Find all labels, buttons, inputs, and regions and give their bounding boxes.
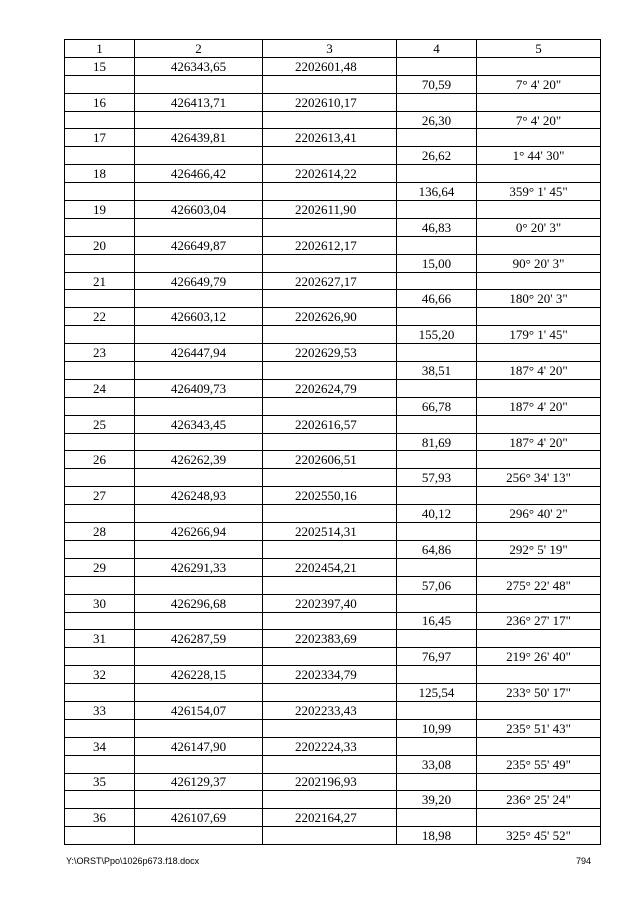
x-coordinate-cell: 426466,42: [135, 165, 263, 183]
table-row: [65, 183, 601, 201]
x-coordinate-cell: [135, 362, 263, 380]
point-number-cell: 29: [65, 558, 135, 576]
point-number-cell: 25: [65, 415, 135, 433]
bearing-cell: [477, 773, 601, 791]
column-header-4: 4: [397, 40, 477, 58]
point-number-cell: 31: [65, 630, 135, 648]
y-coordinate-cell: [263, 755, 397, 773]
table-row: [65, 254, 601, 272]
table-row: [65, 487, 601, 505]
column-header-2: 2: [135, 40, 263, 58]
x-coordinate-cell: [135, 505, 263, 523]
point-number-cell: [65, 218, 135, 236]
point-number-cell: 21: [65, 272, 135, 290]
point-number-cell: [65, 362, 135, 380]
x-coordinate-cell: [135, 827, 263, 845]
x-coordinate-cell: 426603,04: [135, 201, 263, 219]
table-row: [65, 540, 601, 558]
y-coordinate-cell: 2202614,22: [263, 165, 397, 183]
point-number-cell: [65, 684, 135, 702]
footer-page-number: 794: [576, 856, 592, 866]
distance-cell: 66,78: [397, 397, 477, 415]
bearing-cell: [477, 379, 601, 397]
y-coordinate-cell: [263, 576, 397, 594]
bearing-cell: [477, 201, 601, 219]
x-coordinate-cell: 426262,39: [135, 451, 263, 469]
table-row: [65, 362, 601, 380]
distance-cell: [397, 523, 477, 541]
distance-cell: 76,97: [397, 648, 477, 666]
x-coordinate-cell: 426107,69: [135, 809, 263, 827]
x-coordinate-cell: 426296,68: [135, 594, 263, 612]
table-row: [65, 201, 601, 219]
point-number-cell: [65, 648, 135, 666]
bearing-cell: [477, 487, 601, 505]
table-row: [65, 75, 601, 93]
x-coordinate-cell: [135, 254, 263, 272]
table-row: [65, 755, 601, 773]
y-coordinate-cell: 2202334,79: [263, 666, 397, 684]
x-coordinate-cell: 426291,33: [135, 558, 263, 576]
distance-cell: [397, 487, 477, 505]
x-coordinate-cell: [135, 469, 263, 487]
column-header-3: 3: [263, 40, 397, 58]
y-coordinate-cell: [263, 540, 397, 558]
bearing-cell: 235° 55' 49": [477, 755, 601, 773]
y-coordinate-cell: 2202601,48: [263, 57, 397, 75]
bearing-cell: 359° 1' 45": [477, 183, 601, 201]
point-number-cell: [65, 433, 135, 451]
table-row: [65, 666, 601, 684]
table-row: [65, 93, 601, 111]
point-number-cell: 15: [65, 57, 135, 75]
bearing-cell: [477, 666, 601, 684]
point-number-cell: 23: [65, 344, 135, 362]
table-row: [65, 684, 601, 702]
point-number-cell: [65, 254, 135, 272]
table-row: [65, 469, 601, 487]
point-number-cell: 32: [65, 666, 135, 684]
table-row: [65, 576, 601, 594]
y-coordinate-cell: [263, 254, 397, 272]
y-coordinate-cell: 2202611,90: [263, 201, 397, 219]
bearing-cell: [477, 630, 601, 648]
table-row: [65, 290, 601, 308]
distance-cell: 16,45: [397, 612, 477, 630]
bearing-cell: [477, 594, 601, 612]
bearing-cell: 235° 51' 43": [477, 719, 601, 737]
bearing-cell: 256° 34' 13": [477, 469, 601, 487]
y-coordinate-cell: 2202233,43: [263, 701, 397, 719]
table-row: [65, 308, 601, 326]
y-coordinate-cell: 2202627,17: [263, 272, 397, 290]
bearing-cell: 179° 1' 45": [477, 326, 601, 344]
distance-cell: [397, 701, 477, 719]
bearing-cell: 7° 4' 20": [477, 111, 601, 129]
x-coordinate-cell: [135, 612, 263, 630]
distance-cell: 18,98: [397, 827, 477, 845]
x-coordinate-cell: 426228,15: [135, 666, 263, 684]
x-coordinate-cell: 426409,73: [135, 379, 263, 397]
x-coordinate-cell: [135, 290, 263, 308]
bearing-cell: 236° 27' 17": [477, 612, 601, 630]
point-number-cell: 36: [65, 809, 135, 827]
table-row: [65, 272, 601, 290]
table-body: [65, 57, 601, 844]
bearing-cell: [477, 57, 601, 75]
distance-cell: [397, 308, 477, 326]
table-row: [65, 630, 601, 648]
x-coordinate-cell: 426248,93: [135, 487, 263, 505]
point-number-cell: 27: [65, 487, 135, 505]
x-coordinate-cell: 426439,81: [135, 129, 263, 147]
point-number-cell: [65, 755, 135, 773]
bearing-cell: 90° 20' 3": [477, 254, 601, 272]
table-row: [65, 129, 601, 147]
point-number-cell: 19: [65, 201, 135, 219]
y-coordinate-cell: [263, 719, 397, 737]
y-coordinate-cell: [263, 648, 397, 666]
point-number-cell: 33: [65, 701, 135, 719]
point-number-cell: 35: [65, 773, 135, 791]
point-number-cell: 16: [65, 93, 135, 111]
distance-cell: [397, 630, 477, 648]
y-coordinate-cell: 2202550,16: [263, 487, 397, 505]
distance-cell: [397, 272, 477, 290]
y-coordinate-cell: [263, 827, 397, 845]
table-row: [65, 523, 601, 541]
coordinates-table: [64, 39, 601, 845]
table-row: [65, 594, 601, 612]
x-coordinate-cell: [135, 397, 263, 415]
x-coordinate-cell: [135, 75, 263, 93]
distance-cell: [397, 451, 477, 469]
bearing-cell: 292° 5' 19": [477, 540, 601, 558]
bearing-cell: [477, 344, 601, 362]
table-row: [65, 701, 601, 719]
bearing-cell: 187° 4' 20": [477, 397, 601, 415]
bearing-cell: 7° 4' 20": [477, 75, 601, 93]
bearing-cell: 275° 22' 48": [477, 576, 601, 594]
bearing-cell: 180° 20' 3": [477, 290, 601, 308]
distance-cell: 46,66: [397, 290, 477, 308]
distance-cell: 57,93: [397, 469, 477, 487]
x-coordinate-cell: [135, 755, 263, 773]
x-coordinate-cell: 426603,12: [135, 308, 263, 326]
bearing-cell: [477, 236, 601, 254]
table-row: [65, 344, 601, 362]
distance-cell: [397, 236, 477, 254]
bearing-cell: [477, 93, 601, 111]
distance-cell: 10,99: [397, 719, 477, 737]
y-coordinate-cell: 2202624,79: [263, 379, 397, 397]
distance-cell: [397, 93, 477, 111]
distance-cell: 46,83: [397, 218, 477, 236]
x-coordinate-cell: [135, 648, 263, 666]
distance-cell: 38,51: [397, 362, 477, 380]
point-number-cell: [65, 111, 135, 129]
point-number-cell: [65, 147, 135, 165]
bearing-cell: [477, 523, 601, 541]
table-row: [65, 433, 601, 451]
bearing-cell: 233° 50' 17": [477, 684, 601, 702]
y-coordinate-cell: 2202626,90: [263, 308, 397, 326]
bearing-cell: [477, 129, 601, 147]
x-coordinate-cell: [135, 111, 263, 129]
distance-cell: 57,06: [397, 576, 477, 594]
table-row: [65, 791, 601, 809]
bearing-cell: 0° 20' 3": [477, 218, 601, 236]
distance-cell: [397, 809, 477, 827]
y-coordinate-cell: [263, 111, 397, 129]
x-coordinate-cell: 426147,90: [135, 737, 263, 755]
y-coordinate-cell: 2202383,69: [263, 630, 397, 648]
distance-cell: [397, 57, 477, 75]
x-coordinate-cell: 426287,59: [135, 630, 263, 648]
table-row: [65, 558, 601, 576]
point-number-cell: [65, 612, 135, 630]
bearing-cell: [477, 165, 601, 183]
distance-cell: 136,64: [397, 183, 477, 201]
y-coordinate-cell: [263, 147, 397, 165]
distance-cell: 81,69: [397, 433, 477, 451]
y-coordinate-cell: [263, 791, 397, 809]
x-coordinate-cell: [135, 433, 263, 451]
distance-cell: [397, 773, 477, 791]
distance-cell: [397, 594, 477, 612]
x-coordinate-cell: 426343,45: [135, 415, 263, 433]
table-row: [65, 326, 601, 344]
distance-cell: 26,30: [397, 111, 477, 129]
bearing-cell: [477, 701, 601, 719]
distance-cell: 64,86: [397, 540, 477, 558]
point-number-cell: [65, 75, 135, 93]
y-coordinate-cell: 2202224,33: [263, 737, 397, 755]
bearing-cell: [477, 272, 601, 290]
y-coordinate-cell: 2202616,57: [263, 415, 397, 433]
distance-cell: 70,59: [397, 75, 477, 93]
distance-cell: [397, 201, 477, 219]
point-number-cell: [65, 397, 135, 415]
y-coordinate-cell: 2202164,27: [263, 809, 397, 827]
y-coordinate-cell: [263, 75, 397, 93]
point-number-cell: [65, 505, 135, 523]
point-number-cell: 24: [65, 379, 135, 397]
y-coordinate-cell: [263, 290, 397, 308]
distance-cell: [397, 129, 477, 147]
footer-file-path: Y:\ORST\Ppo\1026p673.f18.docx: [66, 856, 200, 866]
table-row: [65, 397, 601, 415]
table-row: [65, 415, 601, 433]
point-number-cell: 22: [65, 308, 135, 326]
x-coordinate-cell: 426649,87: [135, 236, 263, 254]
distance-cell: [397, 344, 477, 362]
distance-cell: [397, 737, 477, 755]
point-number-cell: 30: [65, 594, 135, 612]
bearing-cell: 187° 4' 20": [477, 433, 601, 451]
distance-cell: 40,12: [397, 505, 477, 523]
y-coordinate-cell: 2202613,41: [263, 129, 397, 147]
table-row: [65, 379, 601, 397]
y-coordinate-cell: [263, 397, 397, 415]
x-coordinate-cell: [135, 684, 263, 702]
x-coordinate-cell: [135, 147, 263, 165]
column-header-1: 1: [65, 40, 135, 58]
bearing-cell: [477, 558, 601, 576]
distance-cell: [397, 558, 477, 576]
distance-cell: 15,00: [397, 254, 477, 272]
point-number-cell: 18: [65, 165, 135, 183]
y-coordinate-cell: 2202196,93: [263, 773, 397, 791]
table-row: [65, 57, 601, 75]
table-row: [65, 111, 601, 129]
x-coordinate-cell: [135, 540, 263, 558]
distance-cell: 125,54: [397, 684, 477, 702]
point-number-cell: 20: [65, 236, 135, 254]
bearing-cell: [477, 451, 601, 469]
y-coordinate-cell: 2202514,31: [263, 523, 397, 541]
table-row: [65, 809, 601, 827]
bearing-cell: [477, 415, 601, 433]
x-coordinate-cell: [135, 326, 263, 344]
table-row: [65, 719, 601, 737]
y-coordinate-cell: [263, 433, 397, 451]
distance-cell: [397, 165, 477, 183]
distance-cell: 39,20: [397, 791, 477, 809]
table-row: [65, 165, 601, 183]
bearing-cell: [477, 737, 601, 755]
y-coordinate-cell: [263, 218, 397, 236]
table-row: [65, 612, 601, 630]
y-coordinate-cell: [263, 326, 397, 344]
distance-cell: 26,62: [397, 147, 477, 165]
bearing-cell: 325° 45' 52": [477, 827, 601, 845]
y-coordinate-cell: [263, 612, 397, 630]
y-coordinate-cell: [263, 183, 397, 201]
x-coordinate-cell: [135, 719, 263, 737]
table-row: [65, 827, 601, 845]
x-coordinate-cell: [135, 576, 263, 594]
point-number-cell: 34: [65, 737, 135, 755]
point-number-cell: 28: [65, 523, 135, 541]
point-number-cell: [65, 540, 135, 558]
y-coordinate-cell: 2202629,53: [263, 344, 397, 362]
bearing-cell: 1° 44' 30": [477, 147, 601, 165]
bearing-cell: [477, 809, 601, 827]
bearing-cell: 219° 26' 40": [477, 648, 601, 666]
x-coordinate-cell: 426343,65: [135, 57, 263, 75]
x-coordinate-cell: [135, 791, 263, 809]
table-row: [65, 648, 601, 666]
point-number-cell: [65, 791, 135, 809]
point-number-cell: [65, 576, 135, 594]
x-coordinate-cell: 426129,37: [135, 773, 263, 791]
bearing-cell: 187° 4' 20": [477, 362, 601, 380]
bearing-cell: 296° 40' 2": [477, 505, 601, 523]
distance-cell: [397, 415, 477, 433]
y-coordinate-cell: [263, 684, 397, 702]
point-number-cell: [65, 326, 135, 344]
bearing-cell: 236° 25' 24": [477, 791, 601, 809]
table-row: [65, 773, 601, 791]
table-row: [65, 505, 601, 523]
x-coordinate-cell: [135, 218, 263, 236]
y-coordinate-cell: [263, 362, 397, 380]
distance-cell: [397, 379, 477, 397]
table-header-row: [65, 40, 601, 58]
x-coordinate-cell: 426413,71: [135, 93, 263, 111]
point-number-cell: [65, 827, 135, 845]
x-coordinate-cell: 426649,79: [135, 272, 263, 290]
distance-cell: 33,08: [397, 755, 477, 773]
table-row: [65, 737, 601, 755]
table-row: [65, 147, 601, 165]
point-number-cell: 26: [65, 451, 135, 469]
table-row: [65, 236, 601, 254]
point-number-cell: [65, 719, 135, 737]
y-coordinate-cell: [263, 505, 397, 523]
distance-cell: [397, 666, 477, 684]
y-coordinate-cell: 2202397,40: [263, 594, 397, 612]
y-coordinate-cell: 2202606,51: [263, 451, 397, 469]
point-number-cell: [65, 183, 135, 201]
table-row: [65, 451, 601, 469]
x-coordinate-cell: 426266,94: [135, 523, 263, 541]
y-coordinate-cell: 2202610,17: [263, 93, 397, 111]
x-coordinate-cell: 426154,07: [135, 701, 263, 719]
x-coordinate-cell: [135, 183, 263, 201]
y-coordinate-cell: 2202454,21: [263, 558, 397, 576]
distance-cell: 155,20: [397, 326, 477, 344]
table-row: [65, 218, 601, 236]
point-number-cell: 17: [65, 129, 135, 147]
point-number-cell: [65, 290, 135, 308]
x-coordinate-cell: 426447,94: [135, 344, 263, 362]
y-coordinate-cell: 2202612,17: [263, 236, 397, 254]
y-coordinate-cell: [263, 469, 397, 487]
column-header-5: 5: [477, 40, 601, 58]
point-number-cell: [65, 469, 135, 487]
bearing-cell: [477, 308, 601, 326]
